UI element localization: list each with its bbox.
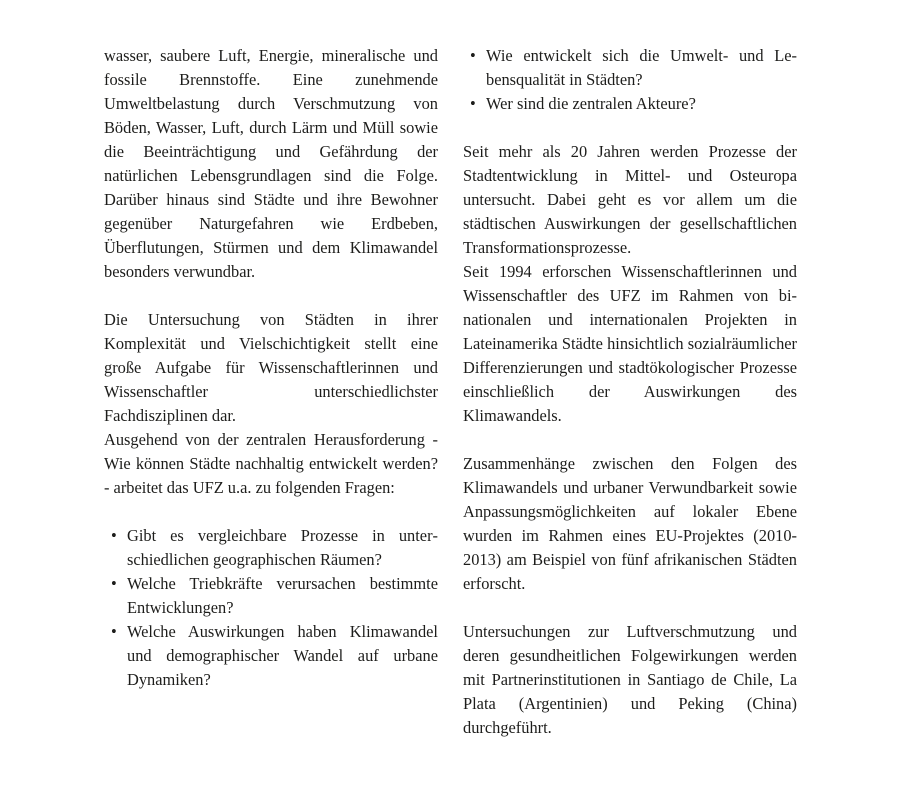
paragraph: Seit mehr als 20 Jahren werden Prozesse der Stadtentwicklung in Mittel- und Osteuropa untersucht. Dabei geht es vor allem um die städtischen Auswirkungen der gesellschaftlichen Transformationsprozesse. (463, 142, 797, 257)
bullet-icon: • (111, 622, 117, 641)
paragraph-gap (463, 428, 797, 452)
paragraph-gap (104, 284, 438, 308)
list-item (463, 92, 797, 116)
paragraph: Untersuchungen zur Luftverschmutzung und deren gesundheitlichen Folgewirkungen werden mit Partnerinstitutionen in Santiago de Chile, La Plata (Argentinien) und Peking (China) durchgeführt. (463, 622, 797, 737)
bullet-icon: • (470, 46, 476, 65)
list-item (104, 572, 438, 620)
list-item-text: Wer sind die zentralen Akteure? (486, 94, 696, 113)
paragraph: Ausgehend von der zentralen Herausforderung - Wie können Städte nachhaltig entwickelt werden? - arbeitet das UFZ u.a. zu folgenden Fragen: (104, 430, 438, 497)
list-item (104, 524, 438, 572)
paragraph: Seit 1994 erforschen Wissenschaftlerinnen und Wissenschaftler des UFZ im Rahmen von bi-nationalen und internationalen Projekten in Lateinamerika Städte hinsichtlich sozialräumlicher Differenzierungen und stadtökologischer Prozesse einschließlich der Auswirkungen des Klimawandels. (463, 262, 797, 425)
list-item (104, 620, 438, 692)
question-list (104, 524, 438, 692)
paragraph: wasser, saubere Luft, Energie, mineralische und fossile Brennstoffe. Eine zunehmende Umweltbelastung durch Verschmutzung von Böden, Wasser, Luft, durch Lärm und Müll sowie die Beeinträchtigung und Gefährdung der natürlichen Lebensgrundlagen sind die Folge. Darüber hinaus sind Städte und ihre Bewohner gegenüber Naturgefahren wie Erdbeben, Überflutungen, Stürmen und dem Klimawandel besonders verwundbar. (104, 46, 438, 281)
paragraph: Die Untersuchung von Städten in ihrer Komplexität und Vielschichtigkeit stellt eine große Aufgabe für Wissenschaftlerinnen und Wissenschaftler unterschiedlichster Fachdisziplinen dar. (104, 310, 438, 425)
bullet-icon: • (111, 526, 117, 545)
paragraph-gap (463, 596, 797, 620)
paragraph-gap (463, 116, 797, 140)
list-item-text: Welche Auswirkungen haben Klimawandel und demographischer Wandel auf urbane Dynamiken? (127, 622, 438, 689)
list-item-text: Wie entwickelt sich die Umwelt- und Lebensqualität in Städten? (486, 46, 797, 89)
paragraph-gap (104, 500, 438, 524)
left-column (104, 44, 438, 692)
list-item-text: Welche Triebkräfte verursachen bestimmte Entwicklungen? (127, 574, 438, 617)
right-column (463, 44, 797, 740)
bullet-icon: • (470, 94, 476, 113)
paragraph: Zusammenhänge zwischen den Folgen des Klimawandels und urbaner Verwundbarkeit sowie Anpassungsmöglichkeiten auf lokaler Ebene wurden im Rahmen eines EU-Projektes (2010-2013) am Beispiel von fünf afrikanischen Städten erforscht. (463, 454, 797, 593)
list-item (463, 44, 797, 92)
question-list-continued (463, 44, 797, 116)
bullet-icon: • (111, 574, 117, 593)
list-item-text: Gibt es vergleichbare Prozesse in unterschiedlichen geographischen Räumen? (127, 526, 438, 569)
